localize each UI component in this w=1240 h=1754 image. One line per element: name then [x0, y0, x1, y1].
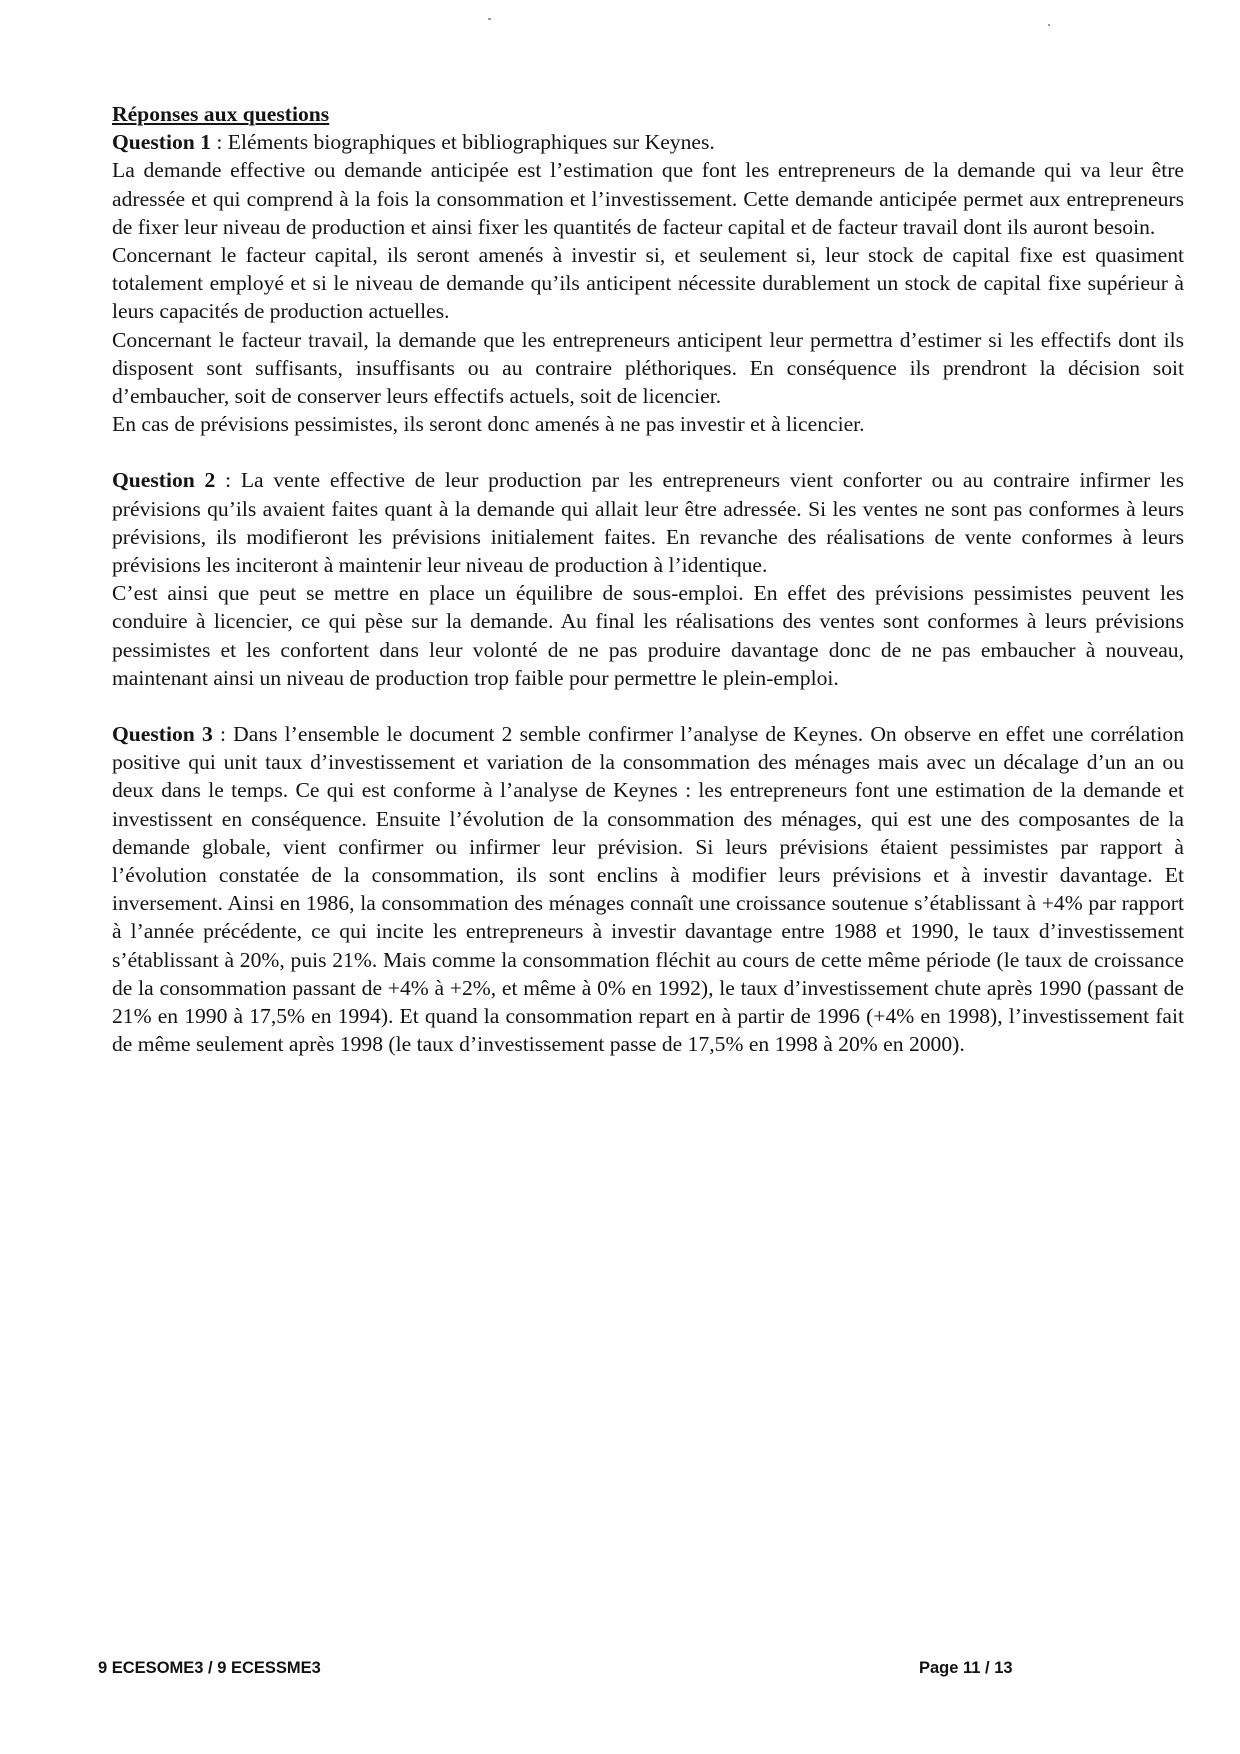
question-1-label: Question 1 [112, 130, 211, 155]
answer-question-3 [112, 720, 1184, 1058]
question-2-paragraph: C’est ainsi que peut se mettre en place un équilibre de sous-emploi. En effet des prévisions pessimistes peuvent les conduire à licencier, ce qui pèse sur la demande. Au final les réalisations des ventes sont conformes à leurs prévisions pessimistes et les confortent dans leur volonté de ne pas produire davantage donc de ne pas embaucher à nouveau, maintenant ainsi un niveau de production trop faible pour permettre le plein-emploi. [112, 581, 1184, 690]
document-body [112, 100, 1184, 1059]
answer-question-2 [112, 466, 1184, 692]
footer-exam-code: 9 ECESOME3 / 9 ECESSME3 [98, 1659, 321, 1677]
question-2-paragraph [112, 466, 1184, 579]
question-2-text: : La vente effective de leur production par les entrepreneurs vient conforter ou au contraire infirmer les prévisions qu’ils avaient faites quant à la demande qui allait leur être adressée. Si les ventes ne sont pas conformes à leurs prévisions, ils modifieront les prévisions initialement faites. En revanche des réalisations de vente conformes à leurs prévisions les inciteront à maintenir leur niveau de production à l’identique. [112, 468, 1184, 578]
question-1-intro-text: : Eléments biographiques et bibliographiques sur Keynes. [211, 130, 715, 155]
question-3-text: : Dans l’ensemble le document 2 semble confirmer l’analyse de Keynes. On observe en effet une corrélation positive qui unit taux d’investissement et variation de la consommation des ménages mais avec un décalage d’un an ou deux dans le temps. Ce qui est conforme à l’analyse de Keynes : les entrepreneurs font une estimation de la demande et investissent en conséquence. Ensuite l’évolution de la consommation des ménages, qui est une des composantes de la demande globale, vient confirmer ou infirmer leur prévision. Si leurs prévisions étaient pessimistes par rapport à l’évolution constatée de la consommation, ils sont enclins à modifier leurs prévisions et à investir davantage. Et inversement. Ainsi en 1986, la consommation des ménages connaît une croissance soutenue s’établissant à +4% par rapport à l’année précédente, ce qui incite les entrepreneurs à investir davantage entre 1988 et 1990, le taux d’investissement s’établissant à 20%, puis 21%. Mais comme la consommation fléchit au cours de cette même période (le taux de croissance de la consommation passant de +4% à +2%, et même à 0% en 1992), le taux d’investissement chute après 1990 (passant de 21% en 1990 à 17,5% en 1994). Et quand la consommation repart en à partir de 1996 (+4% en 1998), l’investissement fait de même seulement après 1998 (le taux d’investissement passe de 17,5% en 1998 à 20% en 2000). [112, 722, 1184, 1057]
question-1-paragraph: En cas de prévisions pessimistes, ils seront donc amenés à ne pas investir et à licencier. [112, 412, 865, 437]
question-3-label: Question 3 [112, 722, 213, 747]
footer-page-number: Page 11 / 13 [919, 1659, 1013, 1677]
question-1-paragraph: La demande effective ou demande anticipée est l’estimation que font les entrepreneurs de la demande qui va leur être adressée et qui comprend à la fois la consommation et l’investissement. Cette demande anticipée permet aux entrepreneurs de fixer leur niveau de production et ainsi fixer les quantités de facteur capital et de facteur travail dont ils auront besoin. [112, 158, 1184, 239]
question-3-paragraph [112, 720, 1184, 1058]
spacer [112, 438, 1184, 466]
question-2-label: Question 2 [112, 468, 216, 493]
question-1-intro [112, 128, 1184, 156]
answer-question-1 [112, 128, 1184, 438]
spacer [112, 692, 1184, 720]
section-heading: Réponses aux questions [112, 102, 330, 126]
question-1-paragraph: Concernant le facteur travail, la demande que les entrepreneurs anticipent leur permettra d’estimer si les effectifs dont ils disposent sont suffisants, insuffisants ou au contraire pléthoriques. En conséquence ils prendront la décision soit d’embaucher, soit de conserver leurs effectifs actuels, soit de licencier. [112, 327, 1184, 409]
scan-artifact [488, 18, 491, 20]
question-1-paragraph: Concernant le facteur capital, ils seront amenés à investir si, et seulement si, leur stock de capital fixe est quasiment totalement employé et si le niveau de demande qu’ils anticipent nécessite durablement un stock de capital fixe supérieur à leurs capacités de production actuelles. [112, 243, 1184, 324]
scan-artifact [1048, 24, 1050, 26]
